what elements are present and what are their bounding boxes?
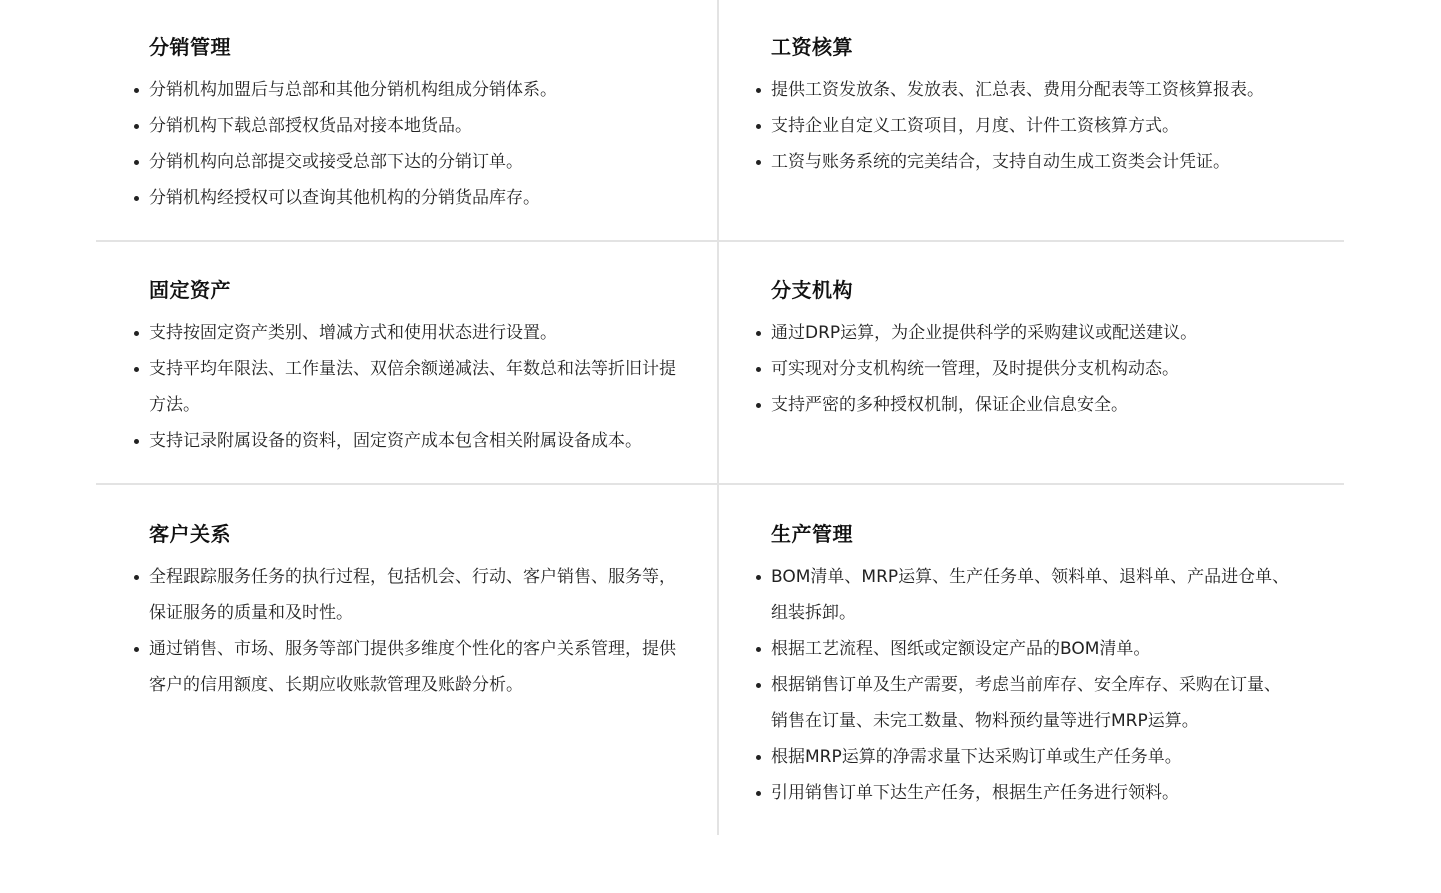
feature-list [149, 72, 677, 216]
feature-point: 支持平均年限法、工作量法、双倍余额递减法、年数总和法等折旧计提方法。 [149, 351, 677, 423]
feature-point: 分销机构经授权可以查询其他机构的分销货品库存。 [149, 180, 677, 216]
feature-cell-distribution [96, 0, 719, 240]
feature-point: 支持严密的多种授权机制，保证企业信息安全。 [771, 387, 1296, 423]
feature-title: 工资核算 [771, 35, 853, 59]
feature-point: 引用销售订单下达生产任务，根据生产任务进行领料。 [771, 775, 1296, 811]
feature-point: 分销机构加盟后与总部和其他分销机构组成分销体系。 [149, 72, 677, 108]
feature-cell-fixed-assets [96, 242, 719, 483]
feature-point: 工资与账务系统的完美结合，支持自动生成工资类会计凭证。 [771, 144, 1296, 180]
feature-point: 提供工资发放条、发放表、汇总表、费用分配表等工资核算报表。 [771, 72, 1296, 108]
feature-title: 分销管理 [149, 35, 231, 59]
feature-point: 支持按固定资产类别、增减方式和使用状态进行设置。 [149, 315, 677, 351]
feature-title: 分支机构 [771, 278, 853, 302]
feature-point: 全程跟踪服务任务的执行过程，包括机会、行动、客户销售、服务等，保证服务的质量和及时性。 [149, 559, 677, 631]
feature-cell-production [719, 485, 1344, 835]
feature-list [771, 559, 1296, 811]
feature-row [96, 242, 1344, 485]
feature-cell-branches [719, 242, 1344, 483]
feature-point: 可实现对分支机构统一管理，及时提供分支机构动态。 [771, 351, 1296, 387]
feature-list [771, 72, 1296, 180]
feature-list [149, 559, 677, 703]
feature-title: 客户关系 [149, 522, 231, 546]
feature-row [96, 485, 1344, 835]
feature-grid [96, 0, 1344, 835]
feature-row [96, 0, 1344, 242]
feature-cell-payroll [719, 0, 1344, 240]
feature-title: 生产管理 [771, 522, 853, 546]
feature-point: 分销机构下载总部授权货品对接本地货品。 [149, 108, 677, 144]
feature-point: 支持企业自定义工资项目，月度、计件工资核算方式。 [771, 108, 1296, 144]
feature-point: 支持记录附属设备的资料，固定资产成本包含相关附属设备成本。 [149, 423, 677, 459]
feature-point: 通过DRP运算，为企业提供科学的采购建议或配送建议。 [771, 315, 1296, 351]
feature-list [149, 315, 677, 459]
feature-title: 固定资产 [149, 278, 231, 302]
feature-list [771, 315, 1296, 423]
feature-point: 通过销售、市场、服务等部门提供多维度个性化的客户关系管理，提供客户的信用额度、长期应收账款管理及账龄分析。 [149, 631, 677, 703]
feature-point: BOM清单、MRP运算、生产任务单、领料单、退料单、产品进仓单、组装拆卸。 [771, 559, 1296, 631]
feature-point: 根据工艺流程、图纸或定额设定产品的BOM清单。 [771, 631, 1296, 667]
feature-point: 分销机构向总部提交或接受总部下达的分销订单。 [149, 144, 677, 180]
feature-point: 根据MRP运算的净需求量下达采购订单或生产任务单。 [771, 739, 1296, 775]
feature-cell-crm [96, 485, 719, 835]
feature-point: 根据销售订单及生产需要，考虑当前库存、安全库存、采购在订量、销售在订量、未完工数量、物料预约量等进行MRP运算。 [771, 667, 1296, 739]
